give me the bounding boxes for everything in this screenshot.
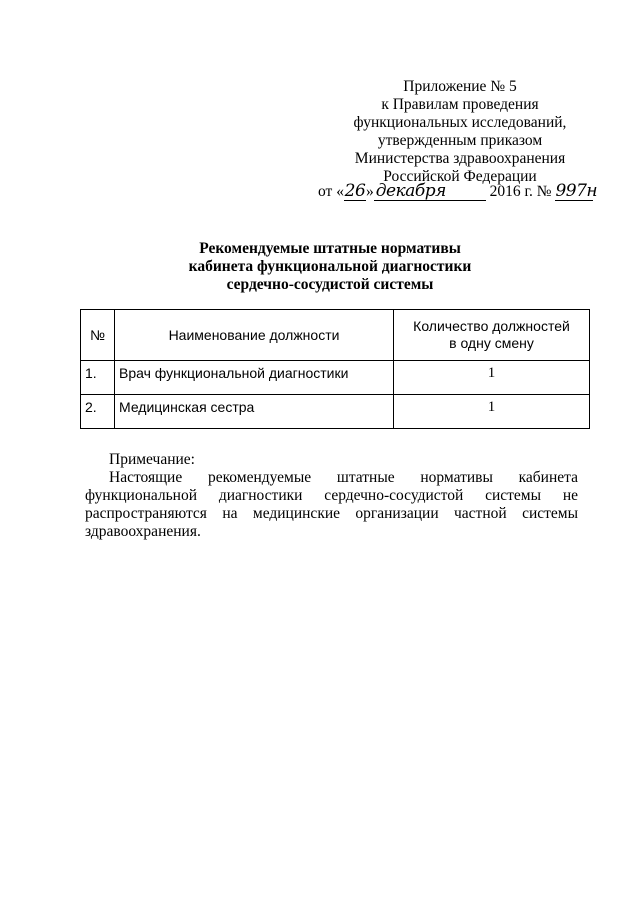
appendix-line: Министерства здравоохранения bbox=[354, 150, 566, 167]
table-header-row bbox=[81, 310, 590, 361]
document-title bbox=[120, 240, 540, 294]
table-row bbox=[81, 361, 590, 395]
row-num: 1. bbox=[81, 361, 115, 395]
header-num: № bbox=[81, 310, 115, 361]
date-month-handwritten: декабря bbox=[375, 181, 446, 201]
header-quantity-line2: в одну смену bbox=[449, 335, 534, 351]
header-position-name: Наименование должности bbox=[115, 310, 394, 361]
note-text: Настоящие рекомендуемые штатные нормативы кабинета функциональной диагностики сердечно-сосудистой системы не распространяются на медицинские организации частной системы здравоохранения. bbox=[85, 469, 578, 540]
header-quantity-line1: Количество должностей bbox=[413, 318, 570, 334]
row-num: 2. bbox=[81, 395, 115, 429]
date-day-handwritten: 26 bbox=[344, 181, 366, 201]
appendix-line: Российской Федерации bbox=[383, 168, 537, 185]
table-row bbox=[81, 395, 590, 429]
row-quantity: 1 bbox=[394, 395, 590, 429]
date-separator: » bbox=[365, 183, 374, 200]
date-prefix: от « bbox=[318, 183, 344, 200]
order-date-line bbox=[318, 181, 598, 202]
order-number-handwritten: 997н bbox=[555, 181, 598, 201]
row-position-name: Врач функциональной диагностики bbox=[115, 361, 394, 395]
appendix-header bbox=[330, 78, 590, 186]
staff-table bbox=[80, 309, 590, 429]
title-line: сердечно-сосудистой системы bbox=[226, 276, 434, 293]
title-line: кабинета функциональной диагностики bbox=[188, 258, 472, 275]
row-quantity: 1 bbox=[394, 361, 590, 395]
date-year-text: 2016 г. № bbox=[485, 183, 556, 200]
header-quantity bbox=[394, 310, 590, 361]
note-label: Примечание: bbox=[109, 451, 195, 468]
appendix-line: функциональных исследований, bbox=[353, 114, 567, 131]
appendix-line: Приложение № 5 bbox=[403, 78, 517, 95]
note-section bbox=[85, 451, 578, 541]
appendix-line: к Правилам проведения bbox=[381, 96, 539, 113]
title-line: Рекомендуемые штатные нормативы bbox=[199, 240, 461, 257]
appendix-line: утвержденным приказом bbox=[377, 132, 543, 149]
row-position-name: Медицинская сестра bbox=[115, 395, 394, 429]
